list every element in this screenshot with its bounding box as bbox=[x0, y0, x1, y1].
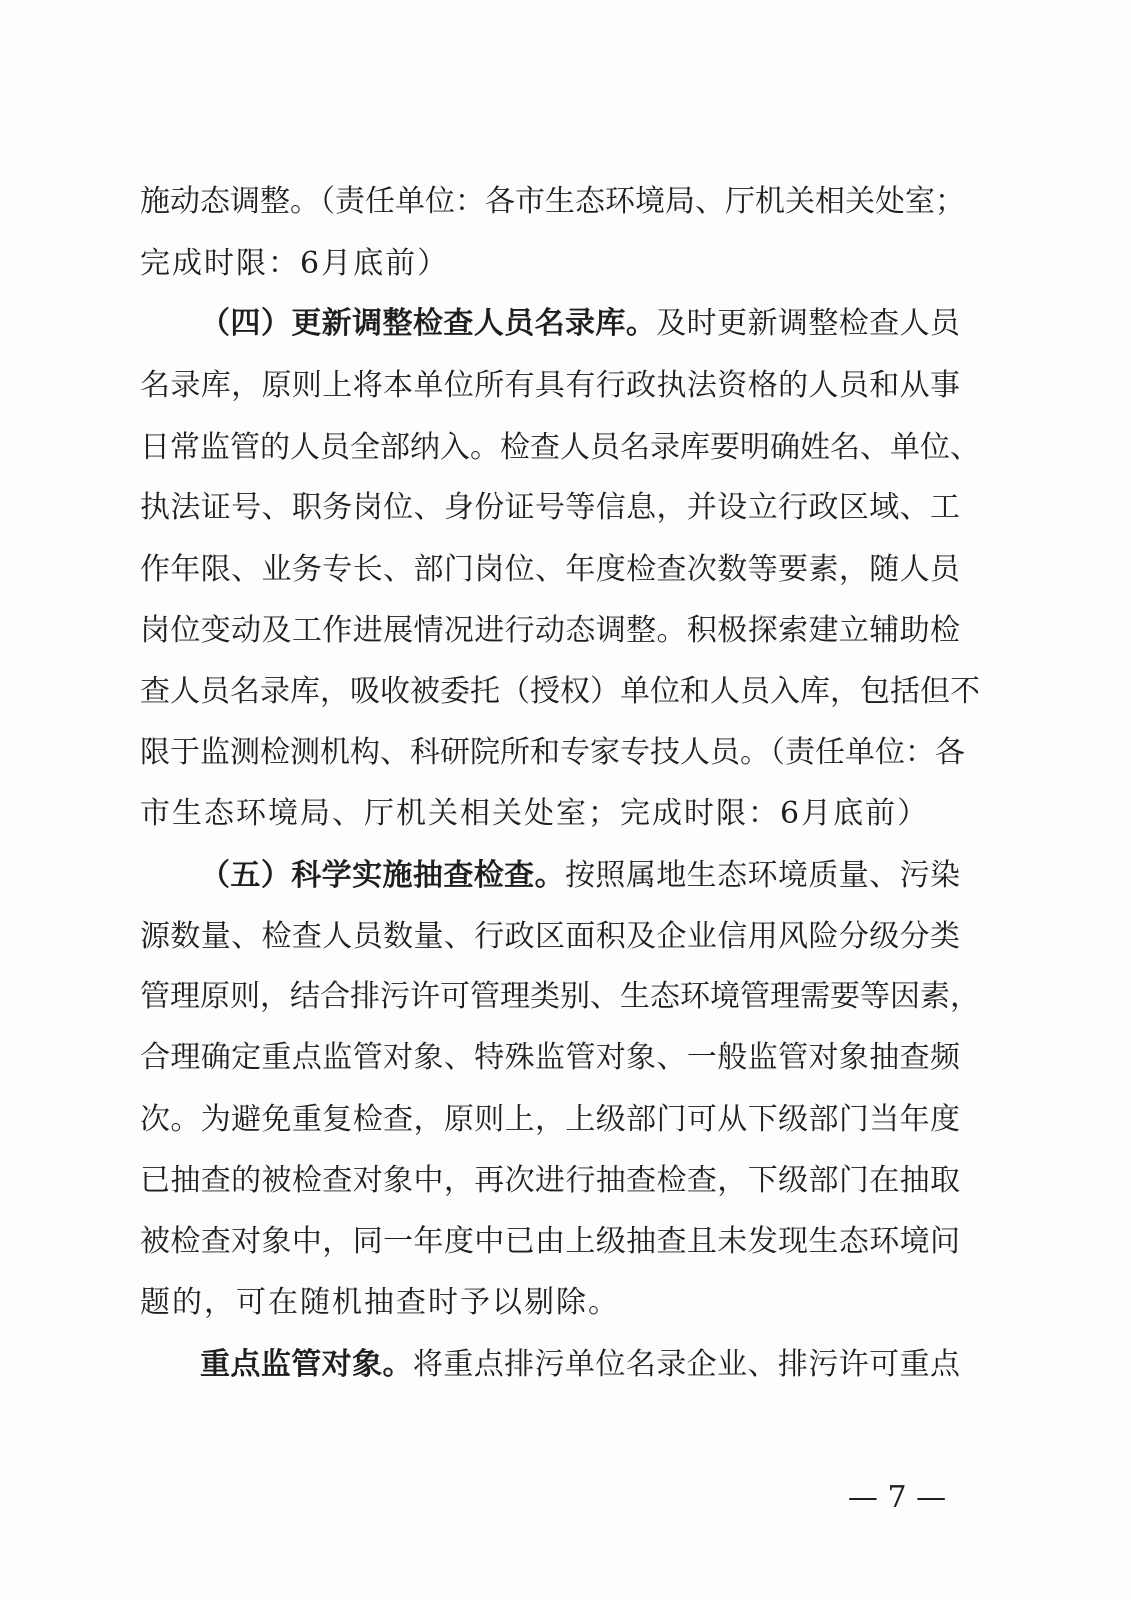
body-text: 市生态环境局、厅机关相关处室；完成时限：6月底前） bbox=[140, 796, 930, 831]
paragraph-first-line bbox=[200, 858, 960, 894]
body-text: 作年限、业务专长、部门岗位、年度检查次数等要素，随人员 bbox=[140, 552, 960, 587]
page-number: — 7 — bbox=[847, 1480, 947, 1515]
paragraph-line bbox=[140, 674, 980, 710]
paragraph-line bbox=[140, 796, 960, 832]
paragraph-line bbox=[140, 735, 965, 771]
body-text: 管理原则，结合排污许可管理类别、生态环境管理需要等因素， bbox=[140, 979, 980, 1014]
body-text: 施动态调整。（责任单位：各市生态环境局、厅机关相关处室； bbox=[140, 184, 965, 219]
body-text: 次。为避免重复检查，原则上，上级部门可从下级部门当年度 bbox=[140, 1102, 960, 1137]
body-text: 查人员名录库，吸收被委托（授权）单位和人员入库，包括但不 bbox=[140, 674, 980, 709]
bold-heading-text: （五）科学实施抽查检查。 bbox=[200, 858, 565, 893]
paragraph-line bbox=[140, 184, 965, 220]
bold-heading-text: 重点监管对象。 bbox=[200, 1347, 413, 1382]
body-text: 已抽查的被检查对象中，再次进行抽查检查，下级部门在抽取 bbox=[140, 1163, 960, 1198]
paragraph-line bbox=[140, 552, 960, 588]
body-text: 岗位变动及工作进展情况进行动态调整。积极探索建立辅助检 bbox=[140, 613, 960, 648]
body-text: 被检查对象中，同一年度中已由上级抽查且未发现生态环境问 bbox=[140, 1224, 960, 1259]
body-text: 题的，可在随机抽查时予以剔除。 bbox=[140, 1285, 620, 1320]
body-text: 完成时限：6月底前） bbox=[140, 246, 450, 281]
paragraph-line bbox=[140, 1102, 960, 1138]
paragraph-line bbox=[140, 1224, 960, 1260]
paragraph-line bbox=[140, 919, 960, 955]
paragraph-line bbox=[140, 1040, 960, 1076]
body-text: 合理确定重点监管对象、特殊监管对象、一般监管对象抽查频 bbox=[140, 1040, 960, 1075]
paragraph-line bbox=[140, 490, 960, 526]
paragraph-line bbox=[140, 979, 980, 1015]
paragraph-line bbox=[140, 246, 960, 282]
paragraph-first-line bbox=[200, 1347, 960, 1383]
bold-heading-text: （四）更新调整检查人员名录库。 bbox=[200, 306, 657, 341]
paragraph-line bbox=[140, 368, 960, 404]
body-text: 源数量、检查人员数量、行政区面积及企业信用风险分级分类 bbox=[140, 919, 960, 954]
paragraph-first-line bbox=[200, 306, 960, 342]
body-text: 日常监管的人员全部纳入。检查人员名录库要明确姓名、单位、 bbox=[140, 430, 980, 465]
body-text: 按照属地生态环境质量、污染 bbox=[565, 858, 960, 893]
body-text: 执法证号、职务岗位、身份证号等信息，并设立行政区域、工 bbox=[140, 490, 960, 525]
body-text: 将重点排污单位名录企业、排污许可重点 bbox=[412, 1347, 961, 1382]
paragraph-line bbox=[140, 1163, 960, 1199]
paragraph-line bbox=[140, 430, 980, 466]
paragraph-line bbox=[140, 613, 960, 649]
body-text: 名录库，原则上将本单位所有具有行政执法资格的人员和从事 bbox=[140, 368, 960, 403]
paragraph-line bbox=[140, 1285, 960, 1321]
body-text: 及时更新调整检查人员 bbox=[656, 306, 960, 341]
body-text: 限于监测检测机构、科研院所和专家专技人员。（责任单位：各 bbox=[140, 735, 965, 770]
